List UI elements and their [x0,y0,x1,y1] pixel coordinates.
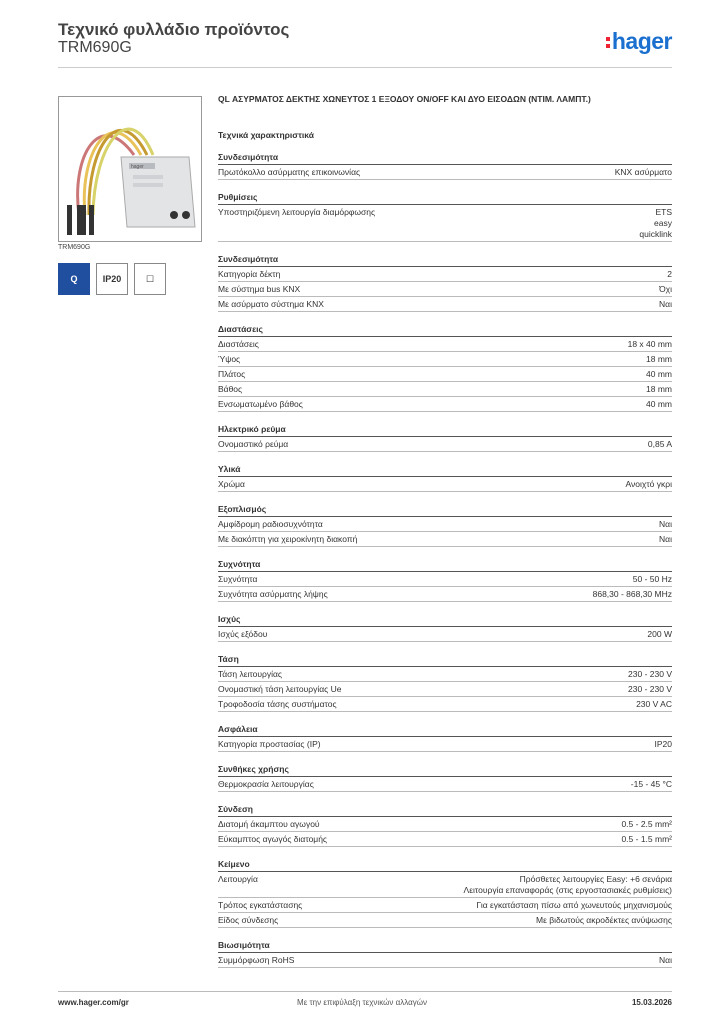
section-heading: Συνδεσιμότητα [218,152,672,165]
spec-value: 40 mm [646,399,672,409]
spec-section [218,324,672,412]
spec-label: Πλάτος [218,369,246,379]
spec-section [218,152,672,180]
spec-value: Ανοιχτό γκρι [625,479,672,489]
spec-label: Ύψος [218,354,241,364]
section-heading: Ισχύς [218,614,672,627]
spec-value: 0.5 - 1.5 mm² [621,834,672,844]
spec-section [218,614,672,642]
spec-row [218,913,672,928]
spec-section [218,254,672,312]
footer-website[interactable]: www.hager.com/gr [58,998,129,1007]
footer-note: Με την επιφύλαξη τεχνικών αλλαγών [297,998,427,1007]
spec-section [218,940,672,968]
spec-value: KNX ασύρματο [614,167,672,177]
spec-label: Ονομαστική τάση λειτουργίας Ue [218,684,342,694]
spec-value: Ναι [659,519,672,529]
spec-label: Κατηγορία δέκτη [218,269,281,279]
spec-value: 868,30 - 868,30 MHz [592,589,672,599]
spec-label: Θερμοκρασία λειτουργίας [218,779,314,789]
product-code: TRM690G [58,39,132,56]
spec-section [218,654,672,712]
product-caption: TRM690G [58,244,91,251]
section-heading: Βιωσιμότητα [218,940,672,953]
spec-label: Τάση λειτουργίας [218,669,283,679]
badge-row [58,263,166,295]
spec-value: Ναι [659,955,672,965]
spec-label: Συχνότητα [218,574,258,584]
hager-logo: hager [606,28,672,55]
spec-row [218,397,672,412]
section-heading: Τάση [218,654,672,667]
section-heading: Συνθήκες χρήσης [218,764,672,777]
spec-section [218,424,672,452]
spec-label: Διαστάσεις [218,339,259,349]
spec-row [218,627,672,642]
spec-section [218,804,672,847]
spec-row [218,817,672,832]
spec-row [218,872,672,898]
spec-value: 18 mm [646,384,672,394]
spec-value: Ναι [659,534,672,544]
spec-panel [218,94,672,968]
section-heading: Σύνδεση [218,804,672,817]
spec-value: 18 x 40 mm [627,339,672,349]
spec-section [218,464,672,492]
spec-value: 230 - 230 V [628,669,672,679]
device-label: hager [131,164,144,170]
spec-row [218,337,672,352]
section-heading: Ηλεκτρικό ρεύμα [218,424,672,437]
spec-row [218,437,672,452]
spec-label: Με σύστημα bus KNX [218,284,301,294]
spec-label: Συμμόρφωση RoHS [218,955,295,965]
document-title: Τεχνικό φυλλάδιο προϊόντος [58,20,290,39]
spec-label: Ενσωματωμένο βάθος [218,399,303,409]
spec-value: 230 V AC [636,699,672,709]
section-heading: Ρυθμίσεις [218,192,672,205]
spec-value: Πρόσθετες λειτουργίες Easy: +6 σενάρια Λειτουργία επαναφοράς (στις εργοστασιακές ρυθμίσεις) [463,874,672,895]
spec-section [218,724,672,752]
product-title: QL ΑΣΥΡΜΑΤΟΣ ΔΕΚΤΗΣ ΧΩΝΕΥΤΟΣ 1 ΕΞΟΔΟΥ ON/OFF ΚΑΙ ΔΥΟ ΕΙΣΟΔΩΝ (ΝΤΙΜ. ΛΑΜΠΤ.) [218,94,591,104]
section-heading: Ασφάλεια [218,724,672,737]
spec-label: Αμφίδρομη ραδιοσυχνότητα [218,519,323,529]
spec-row [218,282,672,297]
spec-row [218,682,672,697]
spec-row [218,165,672,180]
spec-label: Λειτουργία [218,874,258,884]
spec-row [218,382,672,397]
spec-label: Ονομαστικό ρεύμα [218,439,289,449]
spec-value: Ναι [659,299,672,309]
spec-row [218,517,672,532]
product-image [58,96,202,242]
spec-row [218,667,672,682]
spec-row [218,532,672,547]
footer-date: 15.03.2026 [631,998,672,1007]
section-heading: Συνδεσιμότητα [218,254,672,267]
footer-divider [58,991,672,992]
spec-sections [218,152,672,968]
spec-row [218,898,672,913]
spec-section [218,859,672,928]
quicklink-icon: Q [58,263,90,295]
spec-label: Τρόπος εγκατάστασης [218,900,303,910]
spec-row [218,267,672,282]
spec-value: Για εγκατάσταση πίσω από χωνευτούς μηχανισμούς [476,900,672,910]
spec-label: Κατηγορία προστασίας (IP) [218,739,321,749]
spec-value: 200 W [647,629,672,639]
spec-label: Είδος σύνδεσης [218,915,279,925]
section-heading: Κείμενο [218,859,672,872]
spec-label: Με διακόπτη για χειροκίνητη διακοπή [218,534,358,544]
section-heading: Διαστάσεις [218,324,672,337]
spec-value: 0.5 - 2.5 mm² [621,819,672,829]
spec-row [218,572,672,587]
spec-row [218,367,672,382]
spec-label: Χρώμα [218,479,245,489]
spec-section [218,192,672,242]
tech-heading: Τεχνικά χαρακτηριστικά [218,130,314,140]
spec-value: IP20 [654,739,672,749]
spec-value: 18 mm [646,354,672,364]
spec-label: Βάθος [218,384,243,394]
spec-label: Πρωτόκολλο ασύρματης επικοινωνίας [218,167,361,177]
spec-row [218,477,672,492]
spec-value: Όχι [659,284,672,294]
section-heading: Εξοπλισμός [218,504,672,517]
mounting-icon: ☐ [134,263,166,295]
spec-row [218,697,672,712]
spec-value: 2 [667,269,672,279]
spec-row [218,832,672,847]
spec-section [218,559,672,602]
ip20-badge: IP20 [96,263,128,295]
spec-value: 50 - 50 Hz [632,574,672,584]
spec-section [218,764,672,792]
spec-label: Με ασύρματο σύστημα KNX [218,299,324,309]
spec-value: Με βιδωτούς ακροδέκτες ανύψωσης [535,915,672,925]
spec-row [218,297,672,312]
spec-label: Υποστηριζόμενη λειτουργία διαμόρφωσης [218,207,376,217]
spec-value: 40 mm [646,369,672,379]
spec-value: -15 - 45 °C [630,779,672,789]
spec-row [218,205,672,242]
spec-row [218,352,672,367]
spec-label: Διατομή άκαμπτου αγωγού [218,819,320,829]
spec-label: Τροφοδοσία τάσης συστήματος [218,699,337,709]
spec-label: Συχνότητα ασύρματης λήψης [218,589,328,599]
spec-label: Εύκαμπτος αγωγός διατομής [218,834,328,844]
spec-section [218,504,672,547]
spec-label: Ισχύς εξόδου [218,629,268,639]
section-heading: Υλικά [218,464,672,477]
spec-value: 230 - 230 V [628,684,672,694]
spec-row [218,777,672,792]
spec-value: ETS easy quicklink [639,207,672,239]
spec-row [218,587,672,602]
section-heading: Συχνότητα [218,559,672,572]
spec-row [218,737,672,752]
spec-value: 0,85 A [647,439,672,449]
header-divider [58,67,672,68]
spec-row [218,953,672,968]
